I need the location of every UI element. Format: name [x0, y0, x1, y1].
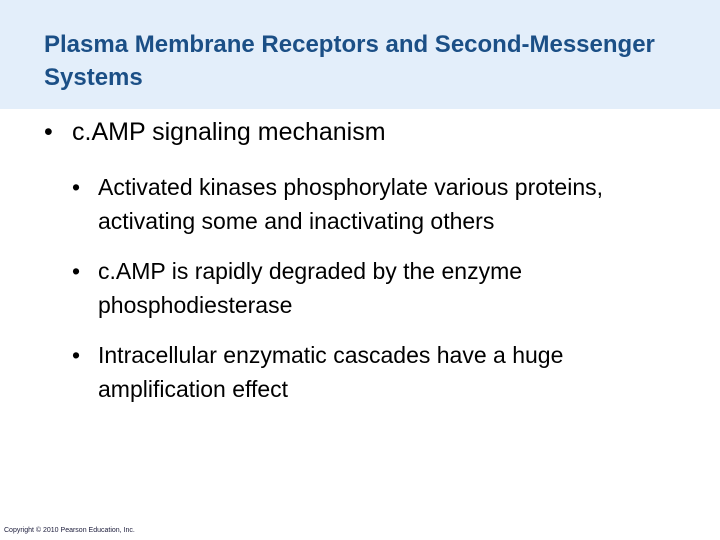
sub-bullet-list	[72, 170, 672, 422]
sub-bullet	[72, 338, 672, 406]
sub-bullet	[72, 170, 672, 238]
bullet-marker: •	[44, 118, 53, 146]
bullet-marker: •	[72, 174, 81, 200]
main-bullet	[44, 117, 684, 147]
sub-bullet-text: c.AMP is rapidly degraded by the enzyme phosphodiesterase	[98, 258, 523, 318]
bullet-marker: •	[72, 258, 81, 284]
sub-bullet-text: Intracellular enzymatic cascades have a huge amplification effect	[98, 342, 564, 402]
slide-title: Plasma Membrane Receptors and Second-Messenger Systems	[44, 31, 655, 91]
bullet-marker: •	[72, 342, 81, 368]
sub-bullet	[72, 254, 672, 322]
copyright-notice: Copyright © 2010 Pearson Education, Inc.	[4, 527, 135, 534]
sub-bullet-text: Activated kinases phosphorylate various proteins, activating some and inactivating others	[98, 174, 604, 234]
main-bullet-text: c.AMP signaling mechanism	[72, 118, 386, 146]
